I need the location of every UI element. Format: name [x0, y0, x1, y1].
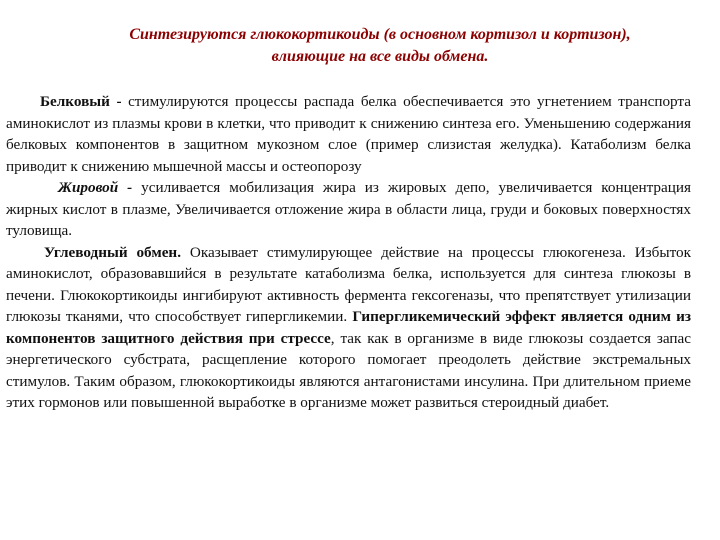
carb-paragraph: [6, 242, 691, 414]
fat-text: усиливается мобилизация жира из жировых депо, увеличивается концентрация жирных кислот в плазме, Увеличивается отложение жира в области лица, груди и боковых поверхностях туловища.: [6, 179, 691, 239]
title-line-2: влияющие на все виды обмена.: [271, 48, 489, 65]
protein-paragraph: [6, 91, 691, 177]
carb-heading: Углеводный обмен.: [44, 243, 181, 261]
fat-heading: Жировой -: [58, 179, 133, 196]
protein-heading: Белковый -: [40, 93, 122, 110]
slide-body: [6, 91, 691, 414]
slide-title: [40, 24, 720, 68]
protein-text: стимулируются процессы распада белка обеспечивается это угнетением транспорта аминокислот из плазмы крови в клетки, что приводит к снижению синтеза его. Уменьшению содержания белковых компонентов в защитном мукозном слое (пример слизистая желудка). Катаболизм белка приводит к снижению мышечной массы и остеопорозу: [6, 93, 691, 175]
carb-bold-phrase: Гипергликемический эффект является одним из компонентов защитного действия при стрессе: [6, 308, 691, 347]
carb-text: Оказывает стимулирующее действие на процессы глюкогенеза. Избыток аминокислот, образовавшийся в результате катаболизма белка, используется для синтеза глюкозы в печени. Глюкокортикоиды ингибируют активность фермента гексогеназы, что препятствует утилизации глюкозы тканями, что способствует гипергликемии.: [6, 243, 691, 325]
carb-text-2: , так как в организме в виде глюкозы создается запас энергетического субстрата, расщепление которого помогает преодолеть действие экстремальных стимулов. Таким образом, глюкокортикоиды являются антагонистами инсулина. При длительном приеме этих гормонов или повышенной выработке в организме может развиться стероидный диабет.: [6, 329, 691, 411]
title-line-1: Синтезируются глюкокортикоиды (в основном кортизол и кортизон),: [129, 26, 631, 43]
fat-paragraph: [6, 177, 691, 242]
